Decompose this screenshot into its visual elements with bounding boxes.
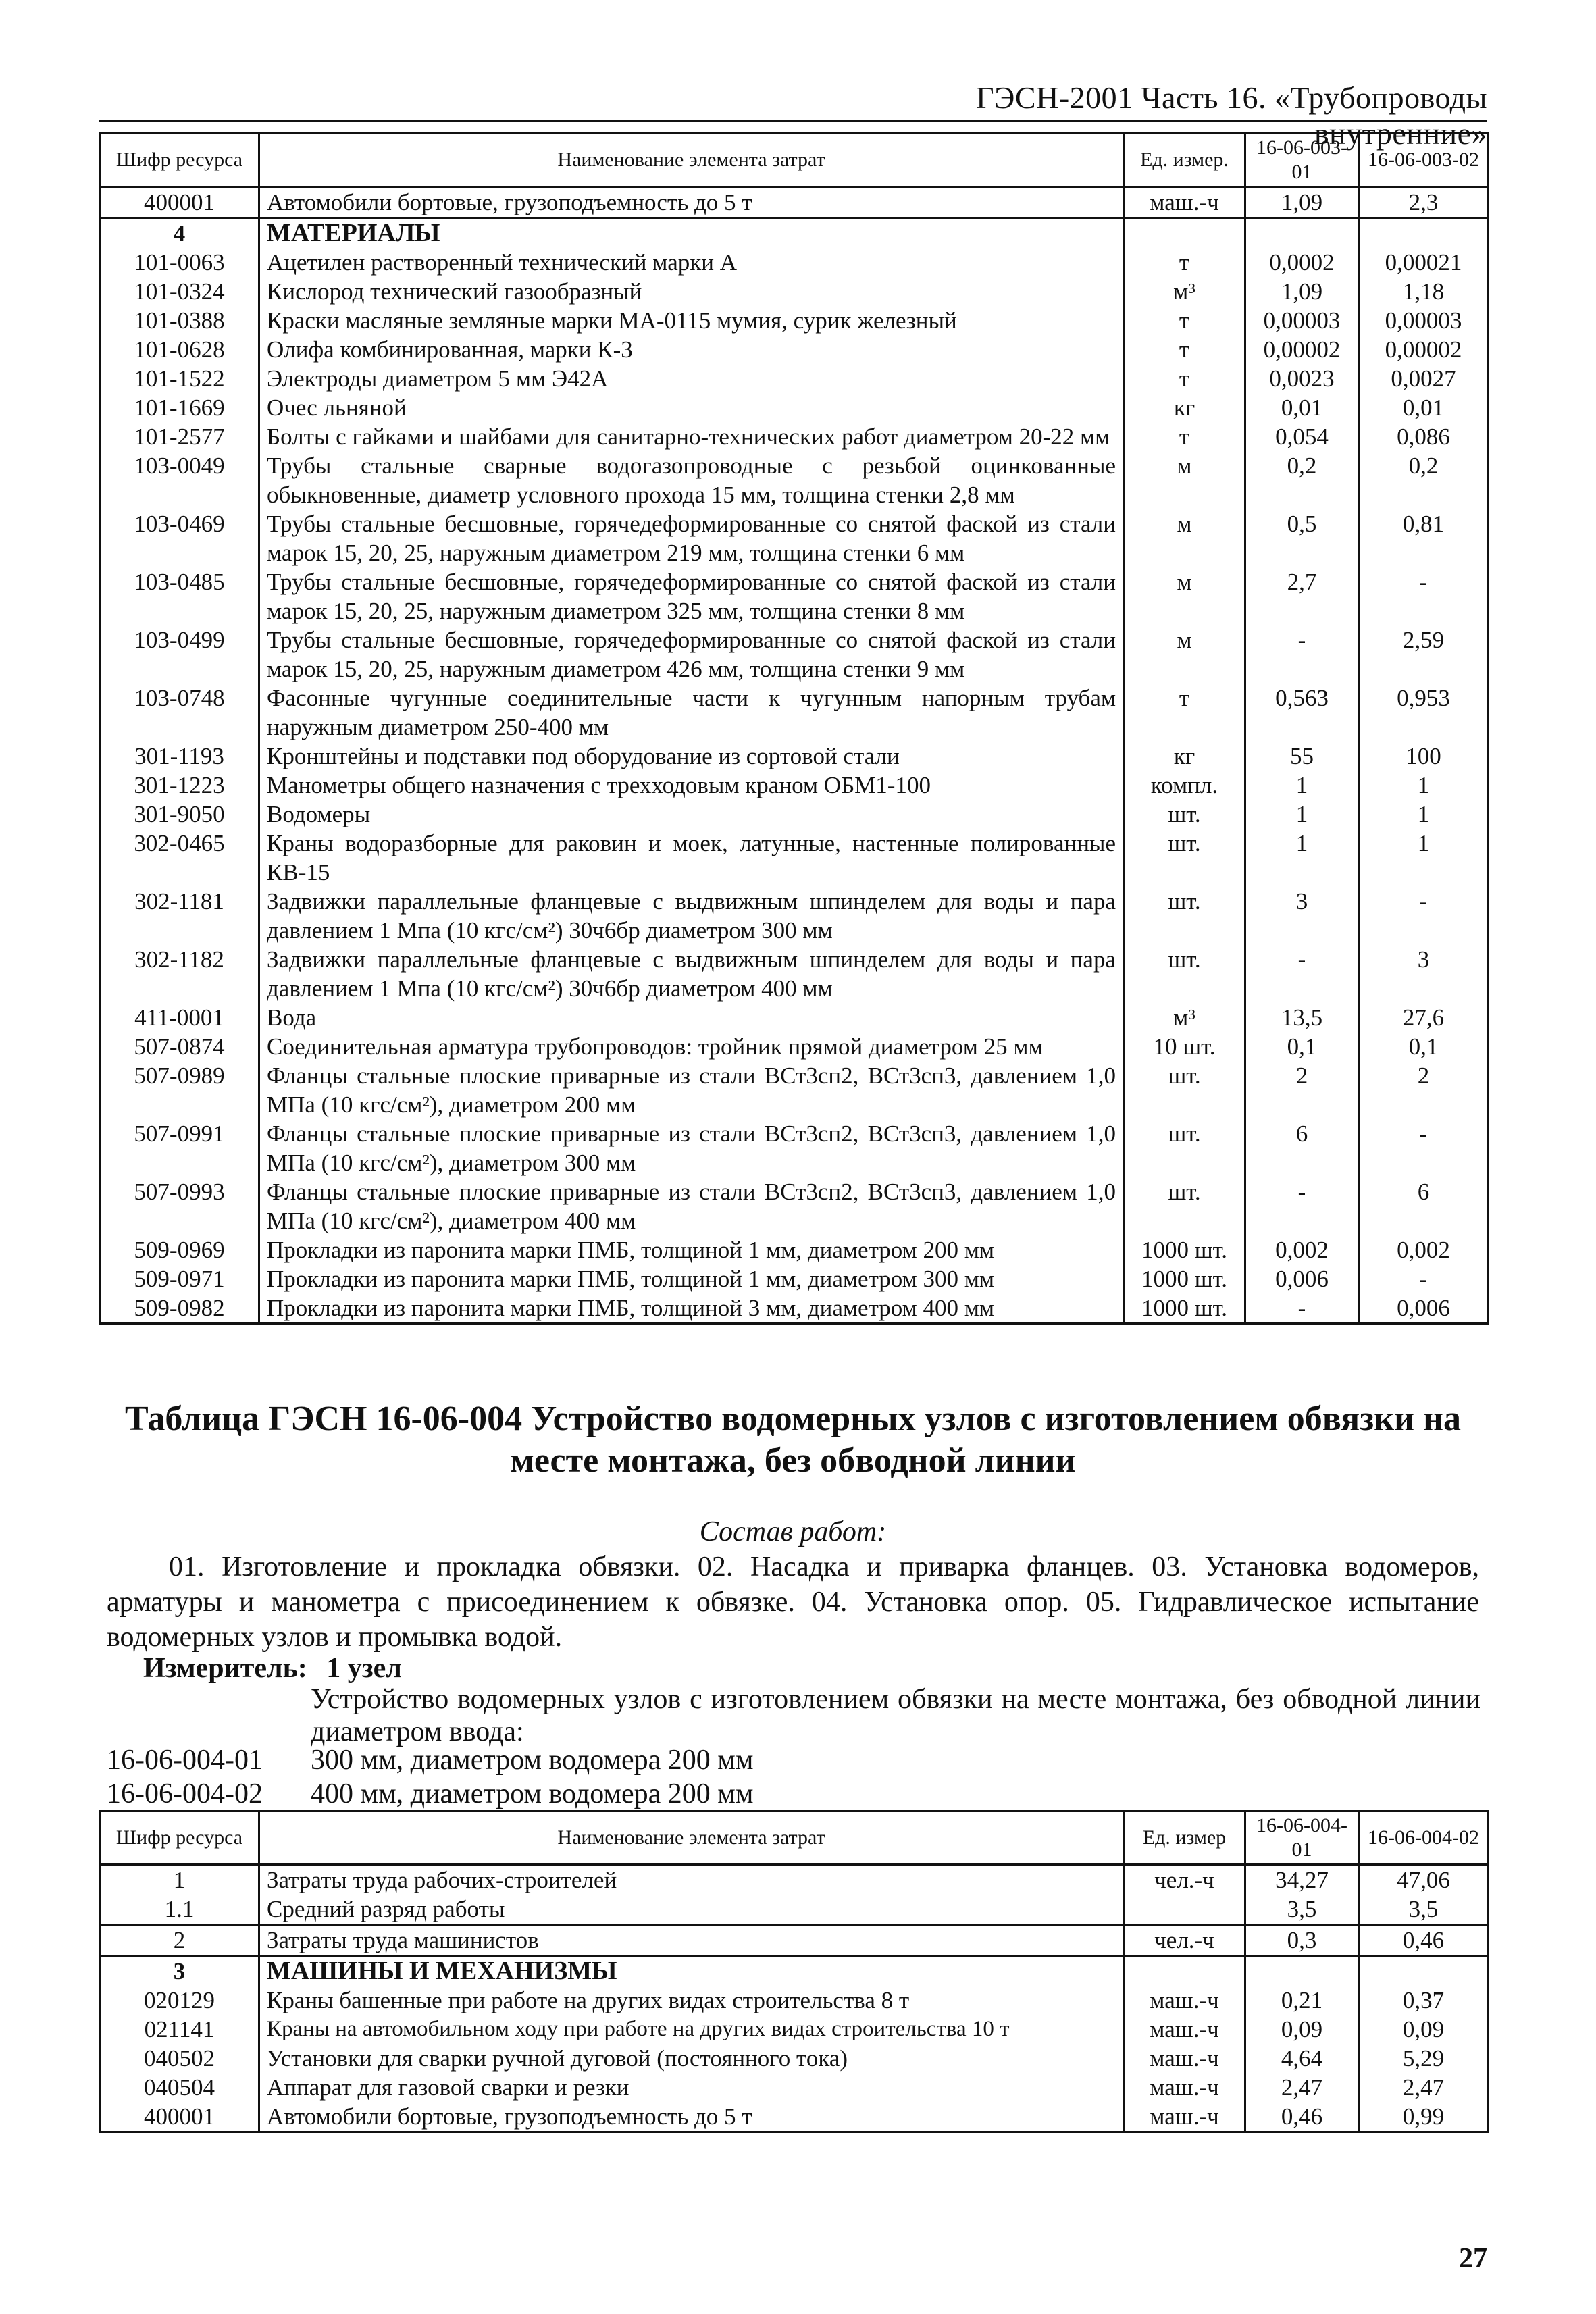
cell-norm2: 0,09 xyxy=(1359,2015,1489,2044)
table-row xyxy=(100,1293,1489,1324)
cell-norm2: 0,00021 xyxy=(1359,248,1489,277)
cell-code: 103-0499 xyxy=(100,625,259,684)
cell-norm2: 0,953 xyxy=(1359,684,1489,742)
cell-norm2: 0,2 xyxy=(1359,451,1489,509)
cell-name: Электроды диаметром 5 мм Э42А xyxy=(259,364,1124,393)
cell-code: 021141 xyxy=(100,2015,259,2044)
cell-norm1: 0,00002 xyxy=(1245,335,1359,364)
cell-norm2: 0,37 xyxy=(1359,1986,1489,2015)
cell-norm2: 5,29 xyxy=(1359,2044,1489,2073)
cell-code: 101-0388 xyxy=(100,306,259,335)
cell-code: 101-0628 xyxy=(100,335,259,364)
norm-item xyxy=(107,1778,753,1810)
cell-unit: маш.-ч xyxy=(1124,2015,1245,2044)
cell-unit xyxy=(1124,218,1245,249)
cell-norm2: 3,5 xyxy=(1359,1895,1489,1925)
table-row xyxy=(100,1119,1489,1177)
table-row xyxy=(100,306,1489,335)
cell-unit: т xyxy=(1124,248,1245,277)
cell-unit xyxy=(1124,1956,1245,1986)
cell-code: 400001 xyxy=(100,187,259,218)
table-row xyxy=(100,277,1489,306)
cell-norm1: 0,01 xyxy=(1245,393,1359,422)
norm-text: 300 мм, диаметром водомера 200 мм xyxy=(311,1745,754,1776)
cell-norm2: 1 xyxy=(1359,771,1489,800)
cell-name: Автомобили бортовые, грузоподъемность до 5 т xyxy=(259,2102,1124,2132)
cell-norm2: 1,18 xyxy=(1359,277,1489,306)
cell-name: Трубы стальные бесшовные, горячедеформированные со снятой фаской из стали марок 15, 20, 25, наружным диаметром 325 мм, толщина стенки 8 мм xyxy=(259,567,1124,625)
cell-code: 103-0049 xyxy=(100,451,259,509)
table-row xyxy=(100,1061,1489,1119)
cell-norm2: 0,01 xyxy=(1359,393,1489,422)
norm-text: 400 мм, диаметром водомера 200 мм xyxy=(311,1778,754,1809)
cell-norm1: 0,21 xyxy=(1245,1986,1359,2015)
cell-code: 4 xyxy=(100,218,259,249)
cell-norm1: 1 xyxy=(1245,800,1359,829)
cell-name: Задвижки параллельные фланцевые с выдвижным шпинделем для воды и пара давлением 1 Мпа (10 кгс/см²) 30ч6бр диаметром 300 мм xyxy=(259,887,1124,945)
col-header-norm2: 16-06-004-02 xyxy=(1359,1811,1489,1865)
cell-code: 1 xyxy=(100,1865,259,1895)
cell-name: Краны водоразборные для раковин и моек, латунные, настенные полированные КВ-15 xyxy=(259,829,1124,887)
col-header-name: Наименование элемента затрат xyxy=(259,1811,1124,1865)
cell-name: МАТЕРИАЛЫ xyxy=(259,218,1124,249)
cell-name: Фланцы стальные плоские приварные из стали ВСт3сп2, ВСт3сп3, давлением 1,0 МПа (10 кгс/см²), диаметром 400 мм xyxy=(259,1177,1124,1235)
cell-unit: маш.-ч xyxy=(1124,2102,1245,2132)
cell-name: Автомобили бортовые, грузоподъемность до 5 т xyxy=(259,187,1124,218)
cell-norm2: 0,1 xyxy=(1359,1032,1489,1061)
cell-name: Затраты труда машинистов xyxy=(259,1925,1124,1956)
table-header-row xyxy=(100,1811,1489,1865)
table-row xyxy=(100,2044,1489,2073)
table-row xyxy=(100,1003,1489,1032)
cell-norm1: 1,09 xyxy=(1245,187,1359,218)
cell-norm2: 0,006 xyxy=(1359,1293,1489,1324)
cell-norm1: 0,00003 xyxy=(1245,306,1359,335)
cell-code: 301-9050 xyxy=(100,800,259,829)
cell-norm1: 0,002 xyxy=(1245,1235,1359,1264)
cell-name: Прокладки из паронита марки ПМБ, толщиной 3 мм, диаметром 400 мм xyxy=(259,1293,1124,1324)
cell-code: 3 xyxy=(100,1956,259,1986)
cell-norm1: - xyxy=(1245,945,1359,1003)
table-row xyxy=(100,1925,1489,1956)
cell-norm2: 0,00002 xyxy=(1359,335,1489,364)
cell-name: Очес льняной xyxy=(259,393,1124,422)
cell-name: Краны башенные при работе на других видах строительства 8 т xyxy=(259,1986,1124,2015)
cell-code: 101-0063 xyxy=(100,248,259,277)
cell-name: Кислород технический газообразный xyxy=(259,277,1124,306)
cell-code: 2 xyxy=(100,1925,259,1956)
measure-label: Измеритель: xyxy=(143,1653,307,1684)
cell-norm1: 0,2 xyxy=(1245,451,1359,509)
cell-norm1: 3,5 xyxy=(1245,1895,1359,1925)
cell-code: 101-1669 xyxy=(100,393,259,422)
cell-name: Водомеры xyxy=(259,800,1124,829)
cell-code: 411-0001 xyxy=(100,1003,259,1032)
cell-unit: м xyxy=(1124,567,1245,625)
cell-name: Вода xyxy=(259,1003,1124,1032)
cell-name: Фланцы стальные плоские приварные из стали ВСт3сп2, ВСт3сп3, давлением 1,0 МПа (10 кгс/см²), диаметром 300 мм xyxy=(259,1119,1124,1177)
cell-name: Аппарат для газовой сварки и резки xyxy=(259,2073,1124,2102)
table-row xyxy=(100,625,1489,684)
cell-unit: 1000 шт. xyxy=(1124,1293,1245,1324)
col-header-code: Шифр ресурса xyxy=(100,134,259,187)
cell-name: Манометры общего назначения с трехходовым краном ОБМ1-100 xyxy=(259,771,1124,800)
cell-unit: 1000 шт. xyxy=(1124,1235,1245,1264)
cell-norm1: - xyxy=(1245,1293,1359,1324)
cell-norm2: 3 xyxy=(1359,945,1489,1003)
table-row xyxy=(100,364,1489,393)
cell-unit xyxy=(1124,1895,1245,1925)
cell-norm2: 6 xyxy=(1359,1177,1489,1235)
cell-norm1: 0,054 xyxy=(1245,422,1359,451)
cell-unit: маш.-ч xyxy=(1124,187,1245,218)
cell-unit: шт. xyxy=(1124,1119,1245,1177)
cell-unit: кг xyxy=(1124,393,1245,422)
cell-norm2: 0,81 xyxy=(1359,509,1489,567)
col-header-norm1: 16-06-004-01 xyxy=(1245,1811,1359,1865)
cell-norm2: 100 xyxy=(1359,742,1489,771)
resources-table-004 xyxy=(99,1810,1489,2133)
cell-unit: м³ xyxy=(1124,277,1245,306)
table-row xyxy=(100,218,1489,249)
table-row xyxy=(100,945,1489,1003)
norm-item xyxy=(107,1744,753,1776)
cell-norm2: 47,06 xyxy=(1359,1865,1489,1895)
table-body xyxy=(100,1865,1489,2132)
table-row xyxy=(100,800,1489,829)
table-header-row xyxy=(100,134,1489,187)
cell-norm1: 2,47 xyxy=(1245,2073,1359,2102)
cell-norm2: 2,3 xyxy=(1359,187,1489,218)
cell-norm1: 2 xyxy=(1245,1061,1359,1119)
cell-code: 507-0989 xyxy=(100,1061,259,1119)
cell-norm2: 0,00003 xyxy=(1359,306,1489,335)
cell-code: 301-1193 xyxy=(100,742,259,771)
cell-norm1: 0,1 xyxy=(1245,1032,1359,1061)
cell-norm2: 2,47 xyxy=(1359,2073,1489,2102)
cell-norm2: - xyxy=(1359,1119,1489,1177)
col-header-code: Шифр ресурса xyxy=(100,1811,259,1865)
cell-code: 020129 xyxy=(100,1986,259,2015)
cell-name: Прокладки из паронита марки ПМБ, толщиной 1 мм, диаметром 300 мм xyxy=(259,1264,1124,1293)
cell-code: 509-0971 xyxy=(100,1264,259,1293)
col-header-norm2: 16-06-003-02 xyxy=(1359,134,1489,187)
cell-name: Трубы стальные бесшовные, горячедеформированные со снятой фаской из стали марок 15, 20, 25, наружным диаметром 426 мм, толщина стенки 9 мм xyxy=(259,625,1124,684)
cell-unit: шт. xyxy=(1124,945,1245,1003)
table-row xyxy=(100,742,1489,771)
cell-unit: м xyxy=(1124,625,1245,684)
table-row xyxy=(100,2073,1489,2102)
cell-norm2: 2,59 xyxy=(1359,625,1489,684)
cell-norm1: 0,0002 xyxy=(1245,248,1359,277)
table-row xyxy=(100,187,1489,218)
table-row xyxy=(100,684,1489,742)
cell-code: 507-0993 xyxy=(100,1177,259,1235)
cell-unit: шт. xyxy=(1124,887,1245,945)
cell-norm1: 4,64 xyxy=(1245,2044,1359,2073)
header-rule xyxy=(99,120,1487,122)
cell-code: 507-0874 xyxy=(100,1032,259,1061)
cell-norm1: 1 xyxy=(1245,771,1359,800)
norm-code: 16-06-004-01 xyxy=(107,1745,263,1776)
cell-unit: шт. xyxy=(1124,829,1245,887)
cell-unit: шт. xyxy=(1124,1177,1245,1235)
cell-code: 507-0991 xyxy=(100,1119,259,1177)
table-row xyxy=(100,887,1489,945)
cell-code: 302-0465 xyxy=(100,829,259,887)
table-body xyxy=(100,187,1489,1324)
cell-unit: м xyxy=(1124,451,1245,509)
cell-norm2: 2 xyxy=(1359,1061,1489,1119)
cell-norm2: - xyxy=(1359,567,1489,625)
table-row xyxy=(100,1235,1489,1264)
cell-norm2: 0,99 xyxy=(1359,2102,1489,2132)
cell-norm1 xyxy=(1245,218,1359,249)
table-row xyxy=(100,1177,1489,1235)
cell-norm1: 34,27 xyxy=(1245,1865,1359,1895)
page-number: 27 xyxy=(1459,2243,1487,2274)
cell-code: 040502 xyxy=(100,2044,259,2073)
cell-unit: маш.-ч xyxy=(1124,1986,1245,2015)
cell-code: 302-1182 xyxy=(100,945,259,1003)
cell-norm1: 2,7 xyxy=(1245,567,1359,625)
cell-norm1: 0,006 xyxy=(1245,1264,1359,1293)
cell-unit: м³ xyxy=(1124,1003,1245,1032)
col-header-name: Наименование элемента затрат xyxy=(259,134,1124,187)
running-header: ГЭСН-2001 Часть 16. «Трубопроводы внутренние» xyxy=(975,80,1487,151)
cell-name: Установки для сварки ручной дуговой (постоянного тока) xyxy=(259,2044,1124,2073)
cell-unit: 1000 шт. xyxy=(1124,1264,1245,1293)
cell-name: Краски масляные земляные марки МА-0115 мумия, сурик железный xyxy=(259,306,1124,335)
cell-unit: чел.-ч xyxy=(1124,1865,1245,1895)
cell-name: Трубы стальные бесшовные, горячедеформированные со снятой фаской из стали марок 15, 20, 25, наружным диаметром 219 мм, толщина стенки 6 мм xyxy=(259,509,1124,567)
cell-norm2: 0,002 xyxy=(1359,1235,1489,1264)
cell-norm2: 0,086 xyxy=(1359,422,1489,451)
cell-code: 301-1223 xyxy=(100,771,259,800)
cell-norm1: 0,563 xyxy=(1245,684,1359,742)
cell-norm2 xyxy=(1359,1956,1489,1986)
cell-norm1: 0,46 xyxy=(1245,2102,1359,2132)
table-row xyxy=(100,1895,1489,1925)
col-header-norm1: 16-06-003-01 xyxy=(1245,134,1359,187)
col-header-unit: Ед. измер xyxy=(1124,1811,1245,1865)
table-row xyxy=(100,1264,1489,1293)
table-row xyxy=(100,248,1489,277)
composition-heading: Состав работ: xyxy=(699,1516,887,1547)
cell-unit: м xyxy=(1124,509,1245,567)
cell-unit: маш.-ч xyxy=(1124,2073,1245,2102)
cell-code: 101-1522 xyxy=(100,364,259,393)
cell-code: 509-0982 xyxy=(100,1293,259,1324)
table-row xyxy=(100,509,1489,567)
norm-description: Устройство водомерных узлов с изготовлением обвязки на месте монтажа, без обводной линии диаметром ввода: xyxy=(311,1684,1481,1747)
measure-value: 1 узел xyxy=(326,1653,402,1684)
cell-code: 040504 xyxy=(100,2073,259,2102)
cell-unit: шт. xyxy=(1124,800,1245,829)
cell-unit: компл. xyxy=(1124,771,1245,800)
cell-name: Кронштейны и подставки под оборудование из сортовой стали xyxy=(259,742,1124,771)
cell-unit: чел.-ч xyxy=(1124,1925,1245,1956)
cell-unit: т xyxy=(1124,684,1245,742)
cell-name: Затраты труда рабочих-строителей xyxy=(259,1865,1124,1895)
cell-name: Олифа комбинированная, марки К-3 xyxy=(259,335,1124,364)
cell-unit: 10 шт. xyxy=(1124,1032,1245,1061)
cell-norm1: 0,09 xyxy=(1245,2015,1359,2044)
cell-unit: т xyxy=(1124,364,1245,393)
table-row xyxy=(100,393,1489,422)
table-row xyxy=(100,1865,1489,1895)
cell-code: 302-1181 xyxy=(100,887,259,945)
table-row xyxy=(100,829,1489,887)
cell-name: Ацетилен растворенный технический марки А xyxy=(259,248,1124,277)
cell-norm1: 55 xyxy=(1245,742,1359,771)
col-header-unit: Ед. измер. xyxy=(1124,134,1245,187)
cell-norm1: 3 xyxy=(1245,887,1359,945)
cell-name: Краны на автомобильном ходу при работе на других видах строительства 10 т xyxy=(259,2015,1124,2044)
measure-line xyxy=(143,1651,402,1686)
cell-norm1: 6 xyxy=(1245,1119,1359,1177)
cell-norm2 xyxy=(1359,218,1489,249)
cell-norm1: 1 xyxy=(1245,829,1359,887)
table-row xyxy=(100,451,1489,509)
table-row xyxy=(100,2102,1489,2132)
table-row xyxy=(100,335,1489,364)
table-row xyxy=(100,567,1489,625)
cell-norm1: 1,09 xyxy=(1245,277,1359,306)
cell-unit: т xyxy=(1124,422,1245,451)
cell-norm2: - xyxy=(1359,1264,1489,1293)
cell-code: 103-0748 xyxy=(100,684,259,742)
cell-unit: шт. xyxy=(1124,1061,1245,1119)
cell-code: 509-0969 xyxy=(100,1235,259,1264)
cell-norm2: 0,0027 xyxy=(1359,364,1489,393)
table-row xyxy=(100,1032,1489,1061)
cell-unit: т xyxy=(1124,335,1245,364)
cell-code: 400001 xyxy=(100,2102,259,2132)
cell-code: 103-0485 xyxy=(100,567,259,625)
cell-norm2: 0,46 xyxy=(1359,1925,1489,1956)
table-row xyxy=(100,771,1489,800)
cell-code: 101-0324 xyxy=(100,277,259,306)
cell-unit: т xyxy=(1124,306,1245,335)
table-row xyxy=(100,1956,1489,1986)
cell-unit: маш.-ч xyxy=(1124,2044,1245,2073)
cell-name: Средний разряд работы xyxy=(259,1895,1124,1925)
cell-name: Фланцы стальные плоские приварные из стали ВСт3сп2, ВСт3сп3, давлением 1,0 МПа (10 кгс/см²), диаметром 200 мм xyxy=(259,1061,1124,1119)
cell-norm1: - xyxy=(1245,1177,1359,1235)
cell-norm2: 1 xyxy=(1359,800,1489,829)
cell-norm1: 0,5 xyxy=(1245,509,1359,567)
cell-name: Фасонные чугунные соединительные части к чугунным напорным трубам наружным диаметром 250-400 мм xyxy=(259,684,1124,742)
table-title: Таблица ГЭСН 16-06-004 Устройство водомерных узлов с изготовлением обвязки на месте монтажа, без обводной линии xyxy=(124,1399,1462,1480)
cell-norm1: 0,0023 xyxy=(1245,364,1359,393)
cell-norm1: 13,5 xyxy=(1245,1003,1359,1032)
cell-name: Задвижки параллельные фланцевые с выдвижным шпинделем для воды и пара давлением 1 Мпа (10 кгс/см²) 30ч6бр диаметром 400 мм xyxy=(259,945,1124,1003)
cell-norm1: - xyxy=(1245,625,1359,684)
resources-table-003 xyxy=(99,132,1489,1325)
cell-norm2: 27,6 xyxy=(1359,1003,1489,1032)
cell-name: Болты с гайками и шайбами для санитарно-технических работ диаметром 20-22 мм xyxy=(259,422,1124,451)
table-row xyxy=(100,2015,1489,2044)
cell-name: Прокладки из паронита марки ПМБ, толщиной 1 мм, диаметром 200 мм xyxy=(259,1235,1124,1264)
table-row xyxy=(100,1986,1489,2015)
cell-norm1 xyxy=(1245,1956,1359,1986)
cell-name: Соединительная арматура трубопроводов: тройник прямой диаметром 25 мм xyxy=(259,1032,1124,1061)
cell-name: МАШИНЫ И МЕХАНИЗМЫ xyxy=(259,1956,1124,1986)
cell-norm1: 0,3 xyxy=(1245,1925,1359,1956)
composition-text: 01. Изготовление и прокладка обвязки. 02. Насадка и приварка фланцев. 03. Установка водомеров, арматуры и манометра с присоединением к обвязке. 04. Установка опор. 05. Гидравлическое испытание водомерных узлов и промывка водой. xyxy=(107,1551,1479,1653)
cell-name: Трубы стальные сварные водогазопроводные с резьбой оцинкованные обыкновенные, диаметр условного прохода 15 мм, толщина стенки 2,8 мм xyxy=(259,451,1124,509)
cell-unit: кг xyxy=(1124,742,1245,771)
cell-norm2: - xyxy=(1359,887,1489,945)
cell-code: 103-0469 xyxy=(100,509,259,567)
cell-norm2: 1 xyxy=(1359,829,1489,887)
cell-code: 1.1 xyxy=(100,1895,259,1925)
cell-code: 101-2577 xyxy=(100,422,259,451)
table-row xyxy=(100,422,1489,451)
norm-code: 16-06-004-02 xyxy=(107,1778,263,1809)
